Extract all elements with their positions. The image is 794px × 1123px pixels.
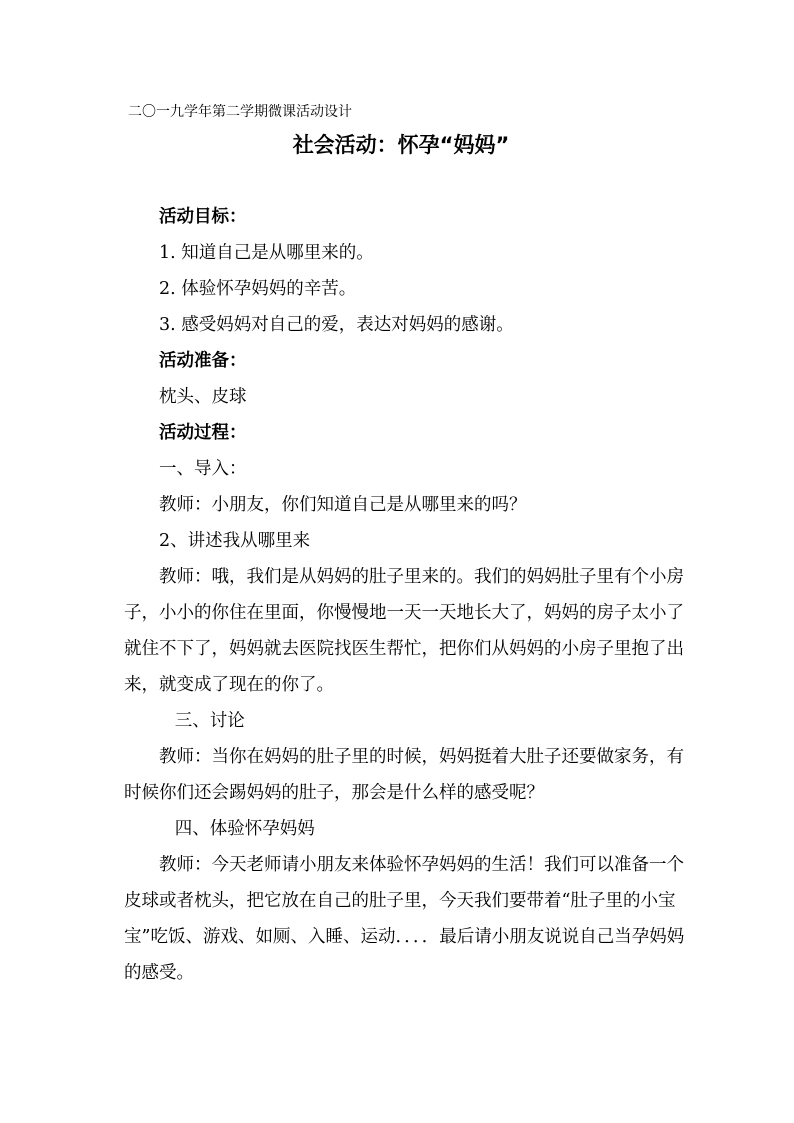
document-header: 二〇一九学年第二学期微课活动设计 xyxy=(128,104,352,120)
step2-title: 2、讲述我从哪里来 xyxy=(159,531,311,551)
goal-item-2: 2. 体验怀孕妈妈的辛苦。 xyxy=(159,279,357,299)
step1-text: 教师：小朋友，你们知道自己是从哪里来的吗？ xyxy=(159,495,527,515)
prep-heading: 活动准备： xyxy=(159,351,247,371)
prep-text: 枕头、皮球 xyxy=(159,387,247,407)
process-heading: 活动过程： xyxy=(159,423,247,443)
step4-title: 四、体验怀孕妈妈 xyxy=(174,819,315,839)
step3-text: 教师：当你在妈妈的肚子里的时候，妈妈挺着大肚子还要做家务，有时候你们还会踢妈妈的肚子，那会是什么样的感受呢？ xyxy=(124,747,684,803)
goal-item-3: 3. 感受妈妈对自己的爱，表达对妈妈的感谢。 xyxy=(159,315,514,335)
step4-text: 教师：今天老师请小朋友来体验怀孕妈妈的生活！我们可以准备一个皮球或者枕头，把它放在自己的肚子里，今天我们要带着“肚子里的小宝宝”吃饭、游戏、如厕、入睡、运动．．．．最后请小朋友说说自己当孕妈妈的感受。 xyxy=(124,855,685,983)
step1-title: 一、导入： xyxy=(159,459,247,479)
document-title: 社会活动：怀孕“妈妈” xyxy=(292,133,510,157)
step2-text: 教师：哦，我们是从妈妈的肚子里来的。我们的妈妈肚子里有个小房子，小小的你住在里面，你慢慢地一天一天地长大了，妈妈的房子太小了就住不下了，妈妈就去医院找医生帮忙，把你们从妈妈的小房子里抱了出来，就变成了现在的你了。 xyxy=(124,567,684,695)
goal-item-1: 1. 知道自己是从哪里来的。 xyxy=(159,243,374,263)
step3-title: 三、讨论 xyxy=(174,711,245,731)
document-body xyxy=(124,199,685,991)
goals-heading: 活动目标： xyxy=(159,207,247,227)
